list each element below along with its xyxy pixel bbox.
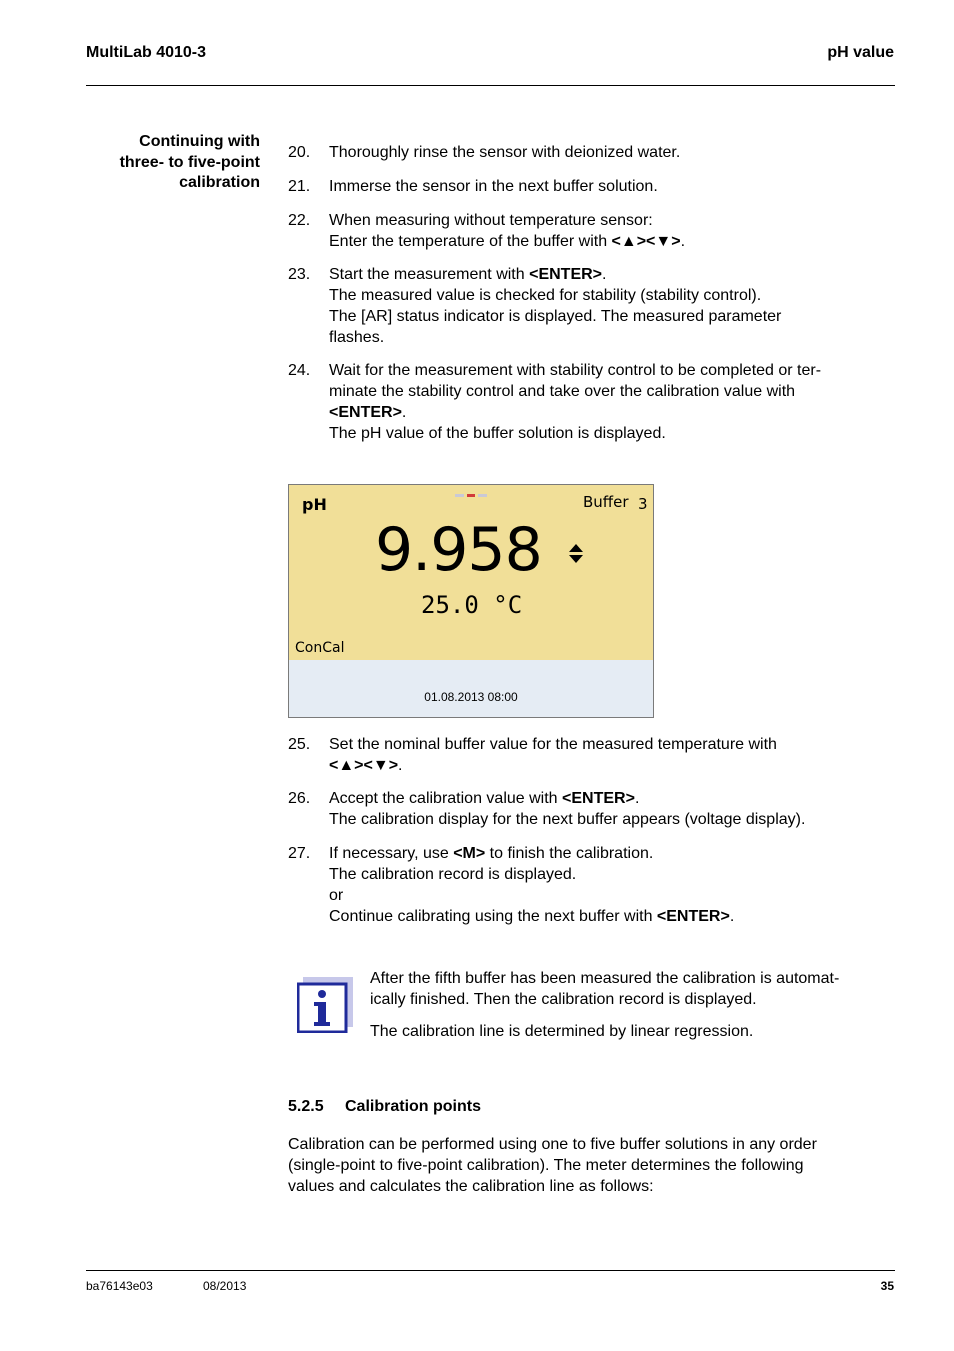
paragraph-line: values and calculates the calibration line as follows: bbox=[288, 1178, 654, 1195]
calibration-mode: ConCal bbox=[295, 640, 345, 656]
step-text: or bbox=[329, 887, 344, 904]
step-text: The calibration record is displayed. bbox=[329, 866, 577, 883]
key-enter: <ENTER> bbox=[529, 266, 603, 283]
footer-rule bbox=[86, 1270, 895, 1271]
step-text: <ENTER>. bbox=[329, 404, 407, 421]
key-enter: <ENTER> bbox=[562, 790, 635, 807]
step-text: If necessary, use <M> to finish the calibration. bbox=[329, 845, 654, 862]
header-product: MultiLab 4010-3 bbox=[86, 44, 207, 61]
note-text-2 bbox=[370, 1021, 900, 1042]
section-number: 5.2.5 bbox=[288, 1098, 324, 1115]
status-bar bbox=[289, 660, 653, 717]
step-text: Immerse the sensor in the next buffer solution. bbox=[329, 178, 658, 195]
step-text: When measuring without temperature sensor: bbox=[329, 212, 653, 229]
key-enter: <ENTER> bbox=[329, 404, 402, 421]
note-line: ically finished. Then the calibration record is displayed. bbox=[370, 991, 757, 1008]
note-line: After the fifth buffer has been measured the calibration is automat- bbox=[370, 970, 840, 987]
info-icon bbox=[297, 977, 353, 1038]
step-text: The calibration display for the next buffer appears (voltage display). bbox=[329, 811, 806, 828]
key-arrows: <▲><▼> bbox=[611, 233, 681, 250]
meter-display bbox=[288, 484, 654, 718]
step-number: 21. bbox=[288, 178, 311, 195]
sidebar-heading bbox=[86, 132, 260, 194]
step-number: 27. bbox=[288, 845, 311, 862]
step-text: Accept the calibration value with <ENTER>. bbox=[329, 790, 640, 807]
paragraph-line: (single-point to five-point calibration). The meter determines the following bbox=[288, 1157, 804, 1174]
footer-date: 08/2013 bbox=[203, 1279, 247, 1293]
note-line: The calibration line is determined by linear regression. bbox=[370, 1023, 754, 1040]
step-text: The measured value is checked for stability (stability control). bbox=[329, 287, 762, 304]
step-text: Set the nominal buffer value for the measured temperature with bbox=[329, 736, 777, 753]
step-text: The [AR] status indicator is displayed. The measured parameter bbox=[329, 308, 782, 325]
body-paragraph bbox=[288, 1134, 898, 1197]
footer-doc-id: ba76143e03 bbox=[86, 1279, 153, 1293]
step-text: <▲><▼>. bbox=[329, 757, 403, 774]
step-number: 23. bbox=[288, 266, 311, 283]
status-marks bbox=[455, 485, 489, 489]
key-arrows: <▲><▼> bbox=[329, 757, 399, 774]
paragraph-line: Calibration can be performed using one to five buffer solutions in any order bbox=[288, 1136, 817, 1153]
step-text: The pH value of the buffer solution is displayed. bbox=[329, 425, 666, 442]
buffer-label: Buffer bbox=[583, 493, 629, 511]
step-text: Wait for the measurement with stability control to be completed or ter- bbox=[329, 362, 822, 379]
sidebar-heading-line: Continuing with bbox=[139, 133, 260, 150]
step-text: Enter the temperature of the buffer with <▲><▼>. bbox=[329, 233, 686, 250]
measured-value: 9.958 bbox=[375, 515, 542, 585]
sidebar-heading-line: three- to five-point bbox=[119, 153, 260, 171]
step-number: 24. bbox=[288, 362, 311, 379]
page-number: 35 bbox=[880, 1279, 894, 1293]
step-number: 22. bbox=[288, 212, 311, 229]
section-title: Calibration points bbox=[345, 1098, 481, 1115]
note-text bbox=[370, 968, 900, 1010]
step-text: Start the measurement with <ENTER>. bbox=[329, 266, 607, 283]
sidebar-heading-line: calibration bbox=[179, 174, 260, 191]
step-number: 25. bbox=[288, 736, 311, 753]
buffer-number: 3 bbox=[638, 495, 648, 513]
step-text: minate the stability control and take over the calibration value with bbox=[329, 383, 796, 400]
step-number: 26. bbox=[288, 790, 311, 807]
date-time: 01.08.2013 08:00 bbox=[424, 690, 518, 704]
temperature-value: 25.0 °C bbox=[421, 591, 523, 619]
step-number: 20. bbox=[288, 144, 311, 161]
step-text: Thoroughly rinse the sensor with deionized water. bbox=[329, 144, 681, 161]
step-text: Continue calibrating using the next buffer with <ENTER>. bbox=[329, 908, 735, 925]
key-m: <M> bbox=[453, 845, 486, 862]
key-enter: <ENTER> bbox=[656, 908, 730, 925]
parameter-label: pH bbox=[302, 495, 327, 514]
step-text: flashes. bbox=[329, 329, 385, 346]
header-section: pH value bbox=[827, 44, 894, 61]
header-rule bbox=[86, 85, 895, 86]
up-down-arrows-icon bbox=[568, 544, 584, 569]
